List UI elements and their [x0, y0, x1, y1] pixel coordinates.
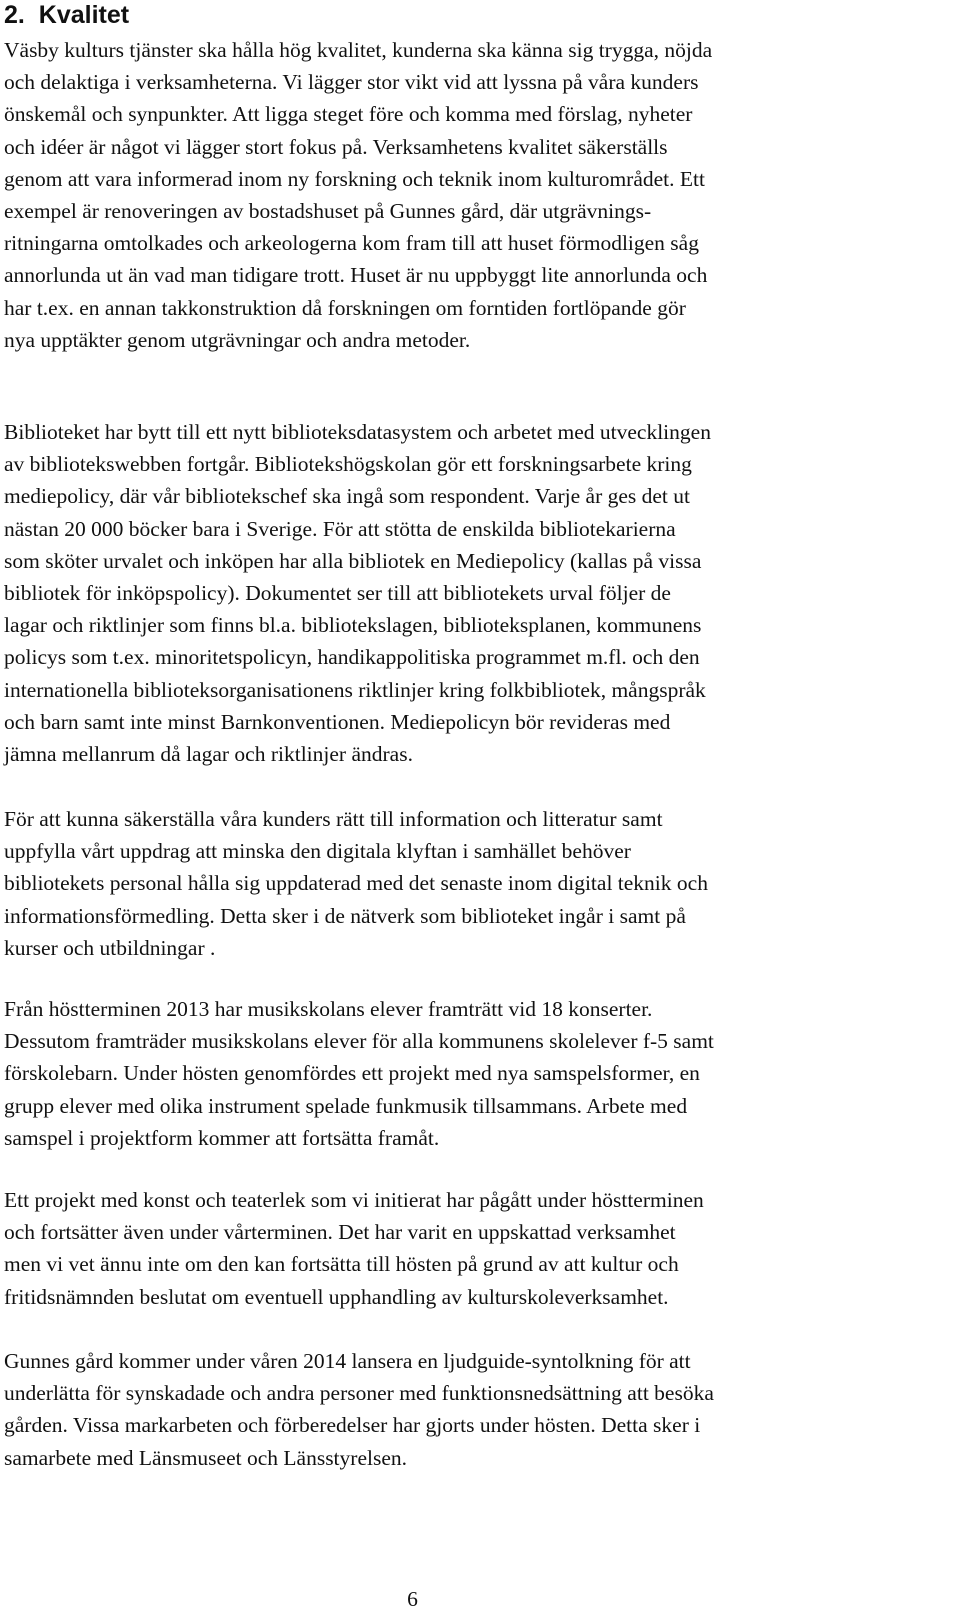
text-line: mediepolicy, där vår bibliotekschef ska ingå som respondent. Varje år ges det ut — [4, 484, 691, 509]
text-line: grupp elever med olika instrument spelade funkmusik tillsammans. Arbete med — [4, 1093, 688, 1118]
text-line: och fortsätter även under vårterminen. Det har varit en uppskattad verksamhet — [4, 1220, 676, 1245]
text-line: har t.ex. en annan takkonstruktion då forskningen om forntiden fortlöpande gör — [4, 295, 686, 320]
text-line: Biblioteket har bytt till ett nytt biblioteksdatasystem och arbetet med utvecklingen — [4, 420, 711, 444]
paragraph-digital-competence — [4, 803, 944, 964]
paragraph-library — [4, 416, 944, 770]
text-line: men vi vet ännu inte om den kan fortsätta till hösten på grund av att kultur och — [4, 1252, 679, 1277]
text-line: samarbete med Länsmuseet och Länsstyrelsen. — [4, 1445, 407, 1470]
text-line: För att kunna säkerställa våra kunders rätt till information och litteratur samt — [4, 807, 663, 831]
text-line: bibliotekets personal hålla sig uppdaterad med det senaste inom digital teknik och — [4, 871, 708, 896]
paragraph-music-school — [4, 993, 944, 1154]
text-line: Dessutom framträder musikskolans elever för alla kommunens skolelever f-5 samt — [4, 1029, 714, 1054]
text-line: jämna mellanrum då lagar och riktlinjer ändras. — [4, 741, 413, 766]
paragraph-art-theatre-project — [4, 1184, 944, 1313]
text-line: och idéer är något vi lägger stort fokus på. Verksamhetens kvalitet säkerställs — [4, 134, 668, 159]
text-line: uppfylla vårt uppdrag att minska den digitala klyftan i samhället behöver — [4, 839, 631, 864]
text-line: policys som t.ex. minoritetspolicyn, handikappolitiska programmet m.fl. och den — [4, 645, 700, 670]
text-line: förskolebarn. Under hösten genomfördes ett projekt med nya samspelsformer, en — [4, 1061, 700, 1086]
section-number: 2. — [4, 1, 25, 29]
text-line: kurser och utbildningar . — [4, 935, 216, 960]
text-line: Ett projekt med konst och teaterlek som vi initierat har pågått under höstterminen — [4, 1188, 704, 1212]
text-line: genom att vara informerad inom ny forskning och teknik inom kulturområdet. Ett — [4, 166, 705, 191]
text-line: ritningarna omtolkades och arkeologerna kom fram till att huset förmodligen såg — [4, 231, 699, 256]
text-line: fritidsnämnden beslutat om eventuell upphandling av kulturskoleverksamhet. — [4, 1284, 669, 1309]
page-number: 6 — [407, 1587, 418, 1611]
section-title: Kvalitet — [38, 1, 130, 29]
text-line: gården. Vissa markarbeten och förberedelser har gjorts under hösten. Detta sker i — [4, 1413, 701, 1438]
section-heading — [4, 0, 129, 30]
text-line: internationella biblioteksorganisationens riktlinjer kring folkbibliotek, mångspråk — [4, 677, 706, 702]
text-line: av bibliotekswebben fortgår. Bibliotekshögskolan gör ett forskningsarbete kring — [4, 452, 692, 477]
text-line: exempel är renoveringen av bostadshuset på Gunnes gård, där utgrävnings- — [4, 198, 652, 223]
text-line: annorlunda ut än vad man tidigare trott. Huset är nu uppbyggt lite annorlunda och — [4, 263, 708, 288]
text-line: som sköter urvalet och inköpen har alla bibliotek en Mediepolicy (kallas på vissa — [4, 548, 702, 573]
text-line: önskemål och synpunkter. Att ligga steget före och komma med förslag, nyheter — [4, 102, 693, 127]
text-line: och barn samt inte minst Barnkonventionen. Mediepolicyn bör revideras med — [4, 709, 671, 734]
text-line: och delaktiga i verksamheterna. Vi lägger stor vikt vid att lyssna på våra kunders — [4, 70, 699, 95]
text-line: Från höstterminen 2013 har musikskolans elever framträtt vid 18 konserter. — [4, 997, 653, 1021]
text-line: Väsby kulturs tjänster ska hålla hög kvalitet, kunderna ska känna sig trygga, nöjda — [4, 38, 713, 62]
text-line: nästan 20 000 böcker bara i Sverige. För att stötta de enskilda bibliotekarierna — [4, 516, 676, 541]
text-line: lagar och riktlinjer som finns bl.a. bibliotekslagen, biblioteksplanen, kommunens — [4, 613, 702, 638]
text-line: nya upptäkter genom utgrävningar och andra metoder. — [4, 327, 471, 352]
text-line: underlätta för synskadade och andra personer med funktionsnedsättning att besöka — [4, 1381, 714, 1406]
text-line: informationsförmedling. Detta sker i de nätverk som biblioteket ingår i samt på — [4, 903, 686, 928]
paragraph-gunnes-gard — [4, 1345, 944, 1474]
text-line: Gunnes gård kommer under våren 2014 lansera en ljudguide-syntolkning för att — [4, 1349, 691, 1373]
paragraph-quality-intro — [4, 34, 944, 356]
text-line: samspel i projektform kommer att fortsätta framåt. — [4, 1125, 440, 1150]
text-line: bibliotek för inköpspolicy). Dokumentet ser till att bibliotekets urval följer de — [4, 580, 671, 605]
